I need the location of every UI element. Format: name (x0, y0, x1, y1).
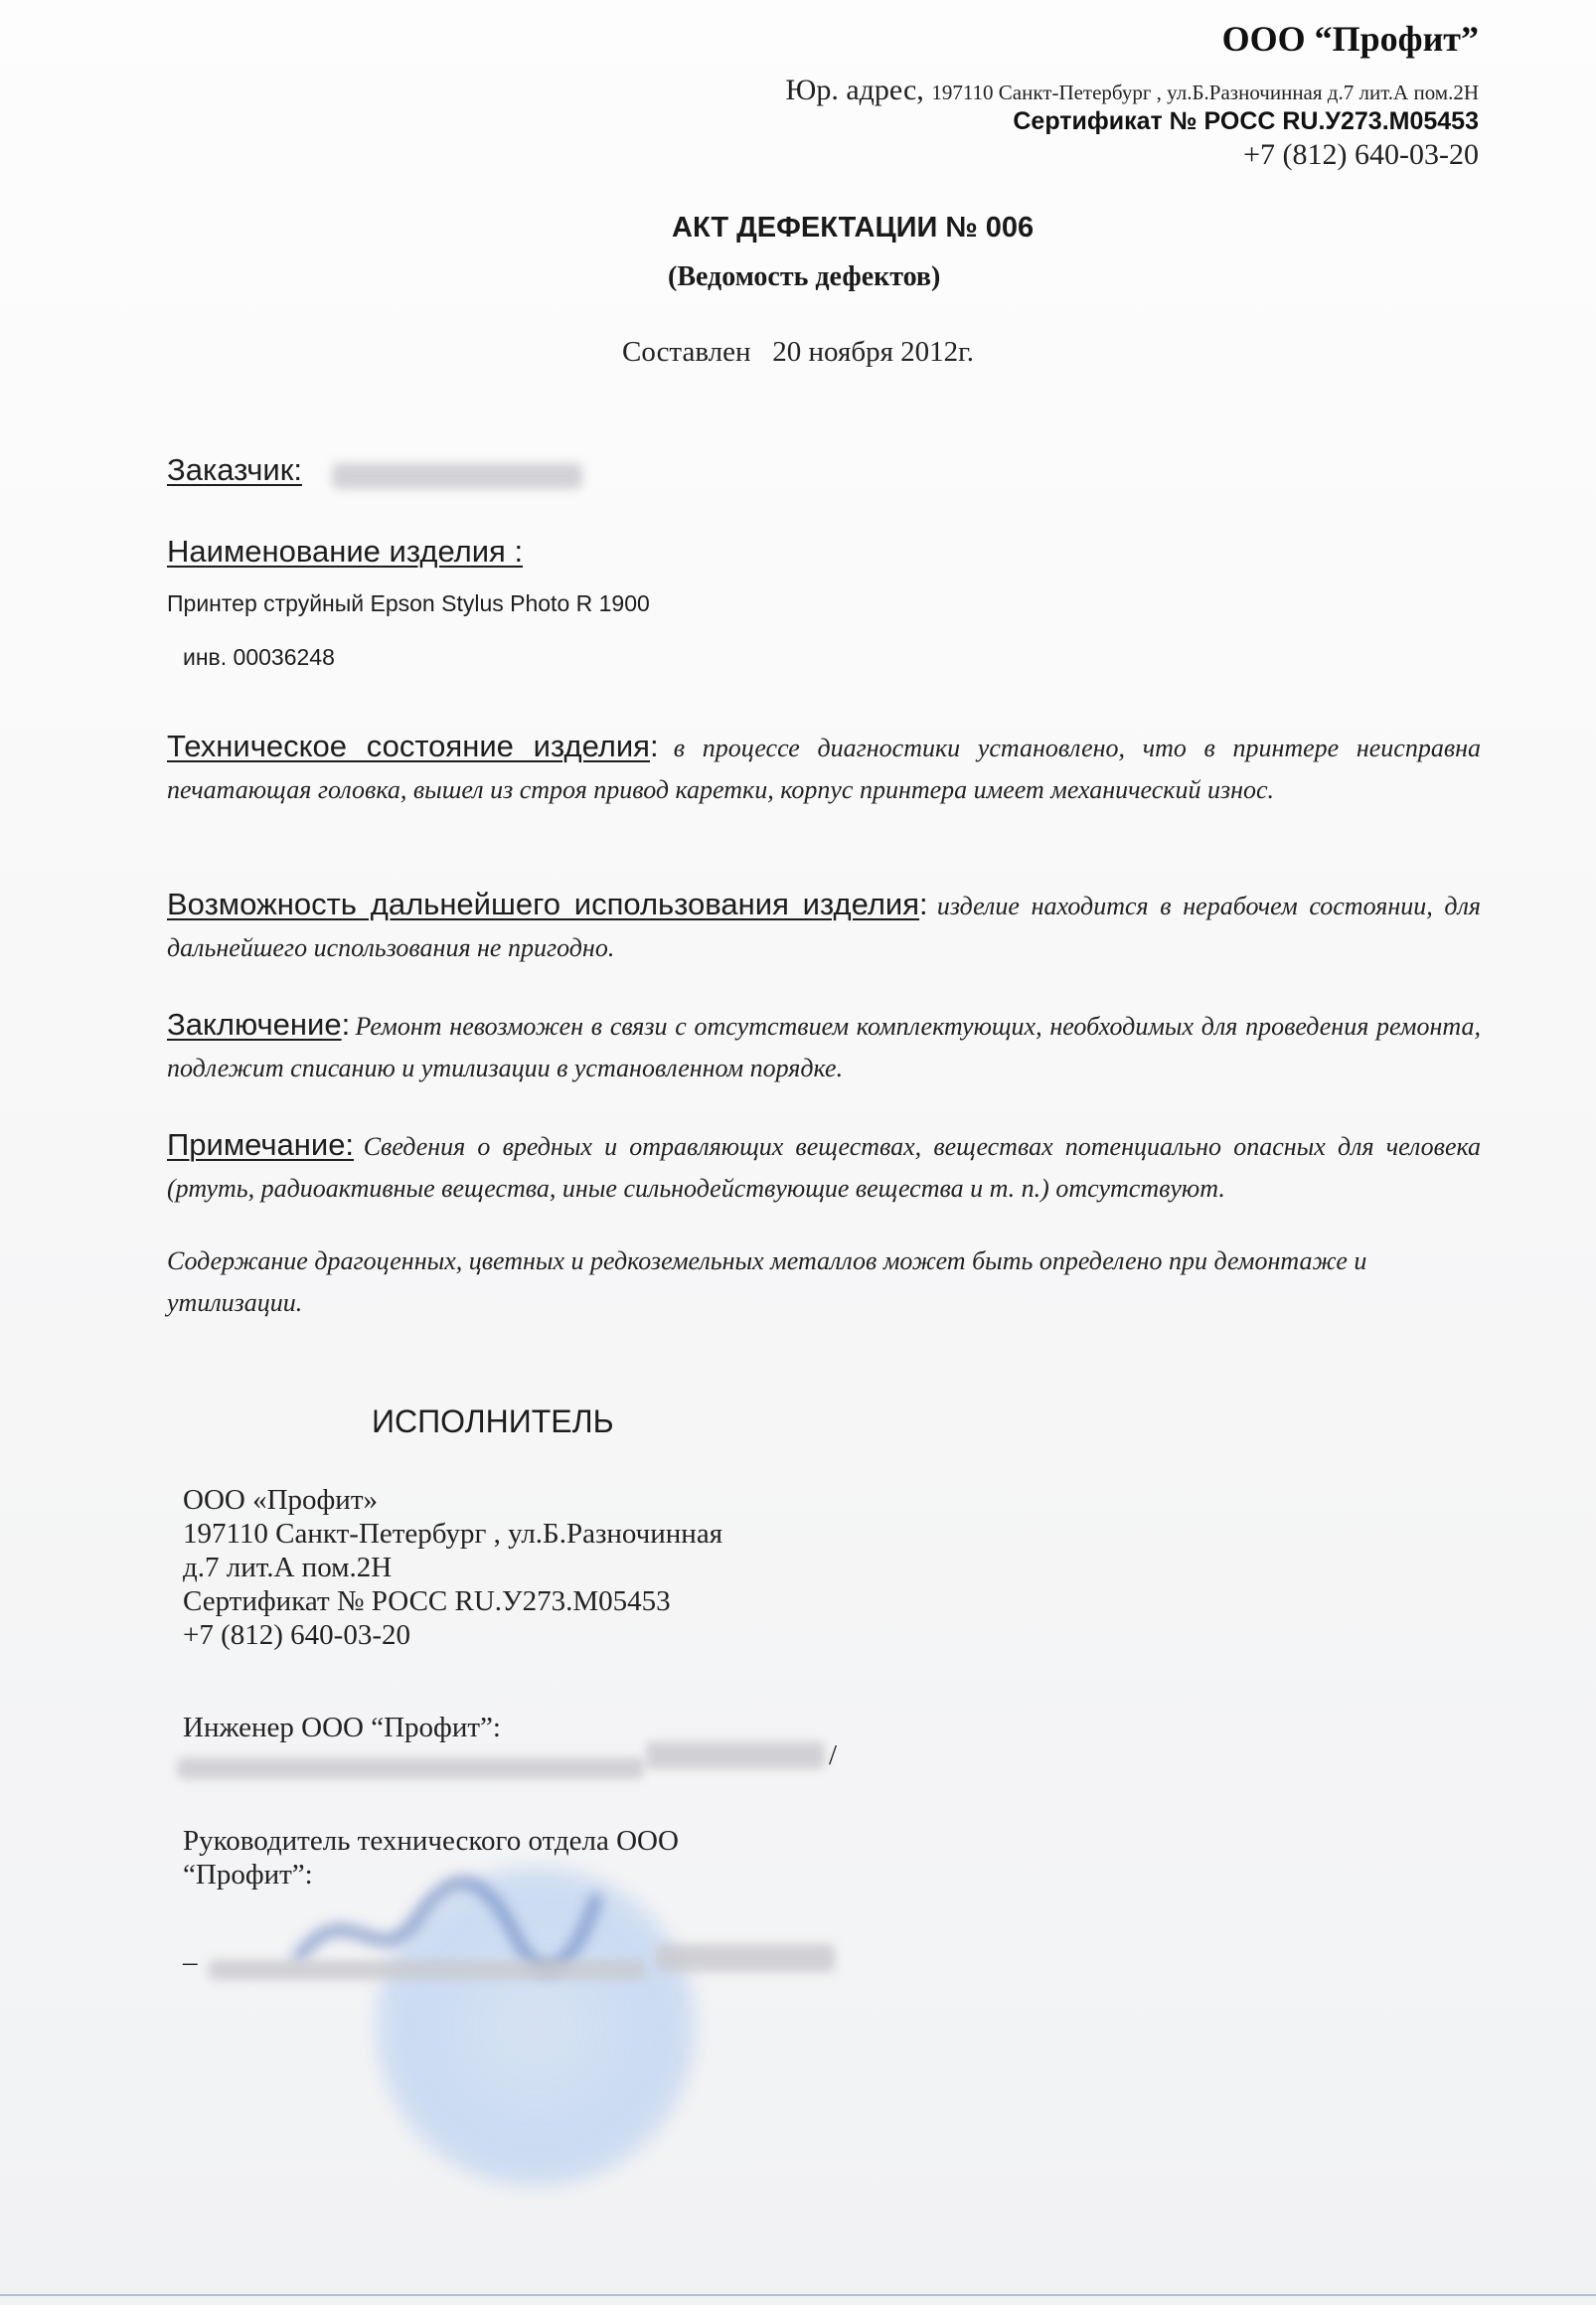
head-dash: – (183, 1946, 198, 1978)
note-text: Сведения о вредных и отравляющих веществах, веществах потенциально опасных для человека (ртуть, радиоактивные вещества, иные сильнодействующие вещества и т. п.) отсутствуют. (167, 1132, 1482, 1203)
customer-label: Заказчик: (167, 452, 302, 487)
executor-address-2: д.7 лит.А пом.2Н (183, 1552, 393, 1583)
address-label: Юр. адрес, (785, 74, 924, 106)
head-label-line-1: Руководитель технического отдела ООО (183, 1825, 679, 1857)
document-date: Составлен 20 ноября 2012г. (622, 336, 975, 368)
conclusion-label: Заключение (167, 1007, 342, 1042)
customer-redacted (332, 463, 582, 489)
engineer-label: Инженер ООО “Профит”: (183, 1712, 501, 1743)
product-label: Наименование изделия : (167, 534, 524, 569)
conclusion-text: Ремонт невозможен в связи с отсутствием комплектующих, необходимых для проведения ремонта, подлежит списанию и утилизации в установленном порядке. (167, 1012, 1481, 1082)
product-inventory: инв. 00036248 (183, 644, 335, 670)
executor-phone: +7 (812) 640-03-20 (183, 1619, 410, 1651)
note-section (167, 1126, 1481, 1212)
executor-address-1: 197110 Санкт-Петербург , ул.Б.Разночинная (183, 1518, 723, 1550)
header-certificate: Сертификат № РОСС RU.У273.М05453 (1013, 107, 1479, 135)
document-title: АКТ ДЕФЕКТАЦИИ № 006 (672, 212, 1035, 244)
head-name-redacted (656, 1944, 835, 1972)
company-name: ООО “Профит” (1221, 19, 1479, 59)
head-label-line-2: “Профит”: (183, 1859, 313, 1891)
further-use-text: изделие находится в нерабочем состоянии, для дальнейшего использования не пригодно. (167, 892, 1481, 962)
executor-details (183, 1483, 722, 1652)
tech-state-section (167, 728, 1481, 813)
further-use-label: Возможность дальнейшего использования изделия (167, 887, 920, 921)
conclusion-colon: : (341, 1007, 351, 1042)
executor-heading: ИСПОЛНИТЕЛЬ (372, 1403, 614, 1439)
address-value: 197110 Санкт-Петербург , ул.Б.Разночинная д.7 лит.А пом.2Н (931, 81, 1479, 104)
note-text-2: Содержание драгоценных, цветных и редкоземельных металлов может быть определено при демонтаже и утилизации. (167, 1246, 1367, 1317)
header-phone: +7 (812) 640-03-20 (1243, 138, 1479, 171)
engineer-name-redacted (646, 1741, 825, 1769)
further-use-section (167, 886, 1481, 971)
engineer-signature-redacted (177, 1757, 644, 1779)
product-name: Принтер струйный Epson Stylus Photo R 1900 (167, 590, 650, 616)
executor-company: ООО «Профит» (183, 1484, 379, 1516)
customer-row (167, 452, 582, 489)
engineer-slash: / (829, 1739, 838, 1771)
document-subtitle: (Ведомость дефектов) (668, 261, 941, 292)
conclusion-section (167, 1006, 1481, 1091)
product-label-row (167, 534, 523, 570)
head-signature-redacted (209, 1960, 646, 1980)
further-use-colon: : (919, 887, 928, 921)
tech-state-colon: : (649, 729, 659, 763)
legal-address (786, 74, 1479, 107)
tech-state-label: Техническое состояние изделия (167, 729, 650, 763)
bottom-edge (0, 2294, 1596, 2296)
note-label: Примечание: (167, 1127, 355, 1162)
note-section-2 (167, 1242, 1481, 1326)
executor-certificate: Сертификат № РОСС RU.У273.М05453 (183, 1585, 671, 1617)
tech-state-text: в процессе диагностики установлено, что в принтере неисправна печатающая головка, вышел из строя привод каретки, корпус принтера имеет механический износ. (167, 734, 1482, 804)
